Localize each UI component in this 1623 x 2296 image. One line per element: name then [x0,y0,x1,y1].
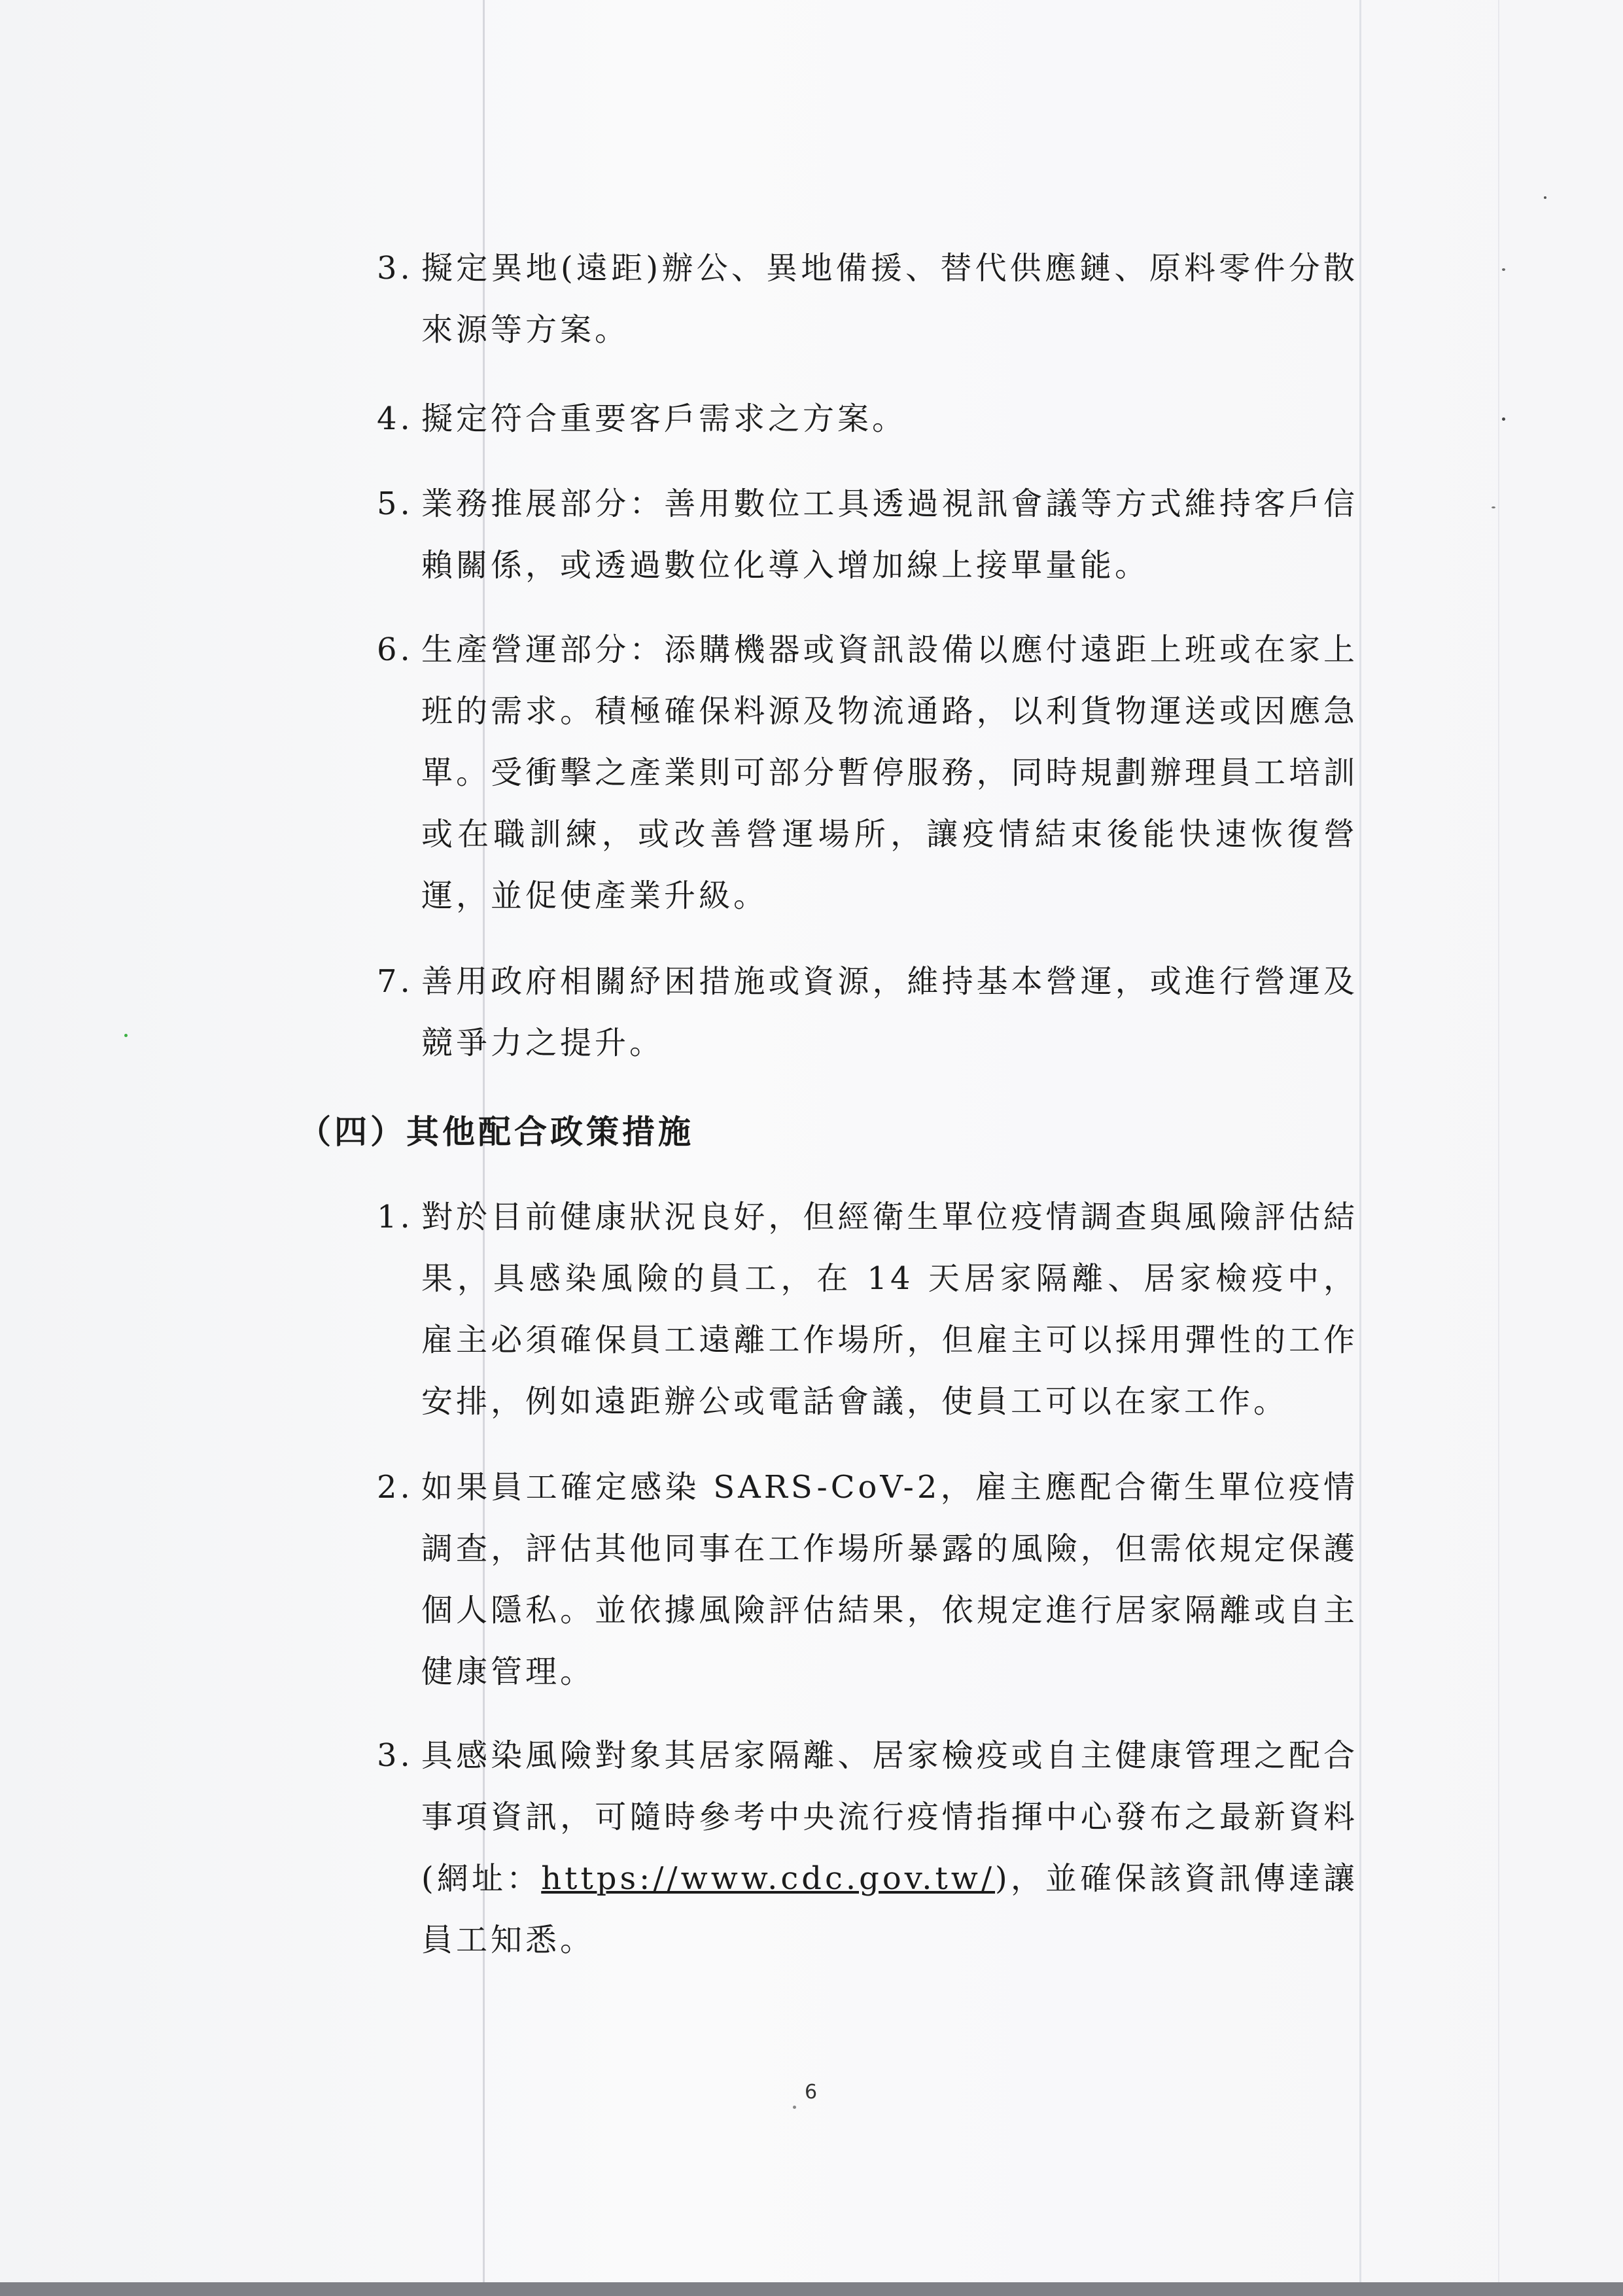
item-text-after: )，並確保該資訊傳達讓員工知悉。 [421,1860,1358,1958]
item-number: 6. [377,631,413,668]
page-number: 6 [805,2081,818,2104]
item-number: 1. [377,1199,413,1235]
item-text-before: 具感染風險對象其居家隔離、居家檢疫或自主健康管理之配合事項資訊，可隨時參考中央流行疫情指揮中心發布之最新資料(網址： [421,1737,1358,1897]
item-text: 業務推展部分：善用數位工具透過視訊會議等方式維持客戶信賴關係，或透過數位化導入增加線上接單量能。 [421,486,1358,584]
list-item [377,388,1358,450]
scan-fold-line-right [1359,0,1361,2296]
scan-speck [1492,506,1495,508]
item-text: 善用政府相關紓困措施或資源，維持基本營運，或進行營運及競爭力之提升。 [421,963,1358,1061]
scan-speck [124,1034,128,1037]
item-number: 3. [377,250,413,287]
item-text: 生產營運部分：添購機器或資訊設備以應付遠距上班或在家上班的需求。積極確保料源及物流通路，以利貨物運送或因應急單。受衝擊之產業則可部分暫停服務，同時規劃辦理員工培訓或在職訓練，或改善營運場所，讓疫情結束後能快速恢復營運，並促使產業升級。 [421,631,1358,914]
scan-speck [1502,417,1505,421]
list-item [377,1725,1358,1971]
list-item [377,1186,1358,1432]
item-text [421,1725,1358,1971]
item-text: 擬定符合重要客戶需求之方案。 [421,400,907,437]
scan-speck [1544,196,1546,199]
section-heading: （四）其他配合政策措施 [298,1112,694,1151]
cdc-url-link[interactable]: https://www.cdc.gov.tw/ [541,1860,996,1897]
scan-edge-line [1498,0,1499,2296]
item-number: 7. [377,963,413,1000]
item-text: 對於目前健康狀況良好，但經衛生單位疫情調查與風險評估結果，具感染風險的員工，在 14 天居家隔離、居家檢疫中，雇主必須確保員工遠離工作場所，但雇主可以採用彈性的工作安排，例如遠距辦公或電話會議，使員工可以在家工作。 [421,1199,1358,1420]
list-item [377,1457,1358,1703]
item-number: 5. [377,486,413,522]
list-item [377,951,1358,1074]
item-number: 2. [377,1469,413,1506]
list-item [377,473,1358,596]
list-item [377,619,1358,927]
scan-bottom-edge [0,2282,1623,2296]
scan-speck [1502,268,1505,271]
item-number: 4. [377,400,413,437]
item-text: 如果員工確定感染 SARS-CoV-2，雇主應配合衛生單位疫情調查，評估其他同事在工作場所暴露的風險，但需依規定保護個人隱私。並依據風險評估結果，依規定進行居家隔離或自主健康管理。 [421,1469,1358,1690]
item-text: 擬定異地(遠距)辦公、異地備援、替代供應鏈、原料零件分散來源等方案。 [421,250,1358,348]
list-item [377,238,1358,361]
item-number: 3. [377,1737,413,1774]
scan-speck [793,2106,796,2109]
